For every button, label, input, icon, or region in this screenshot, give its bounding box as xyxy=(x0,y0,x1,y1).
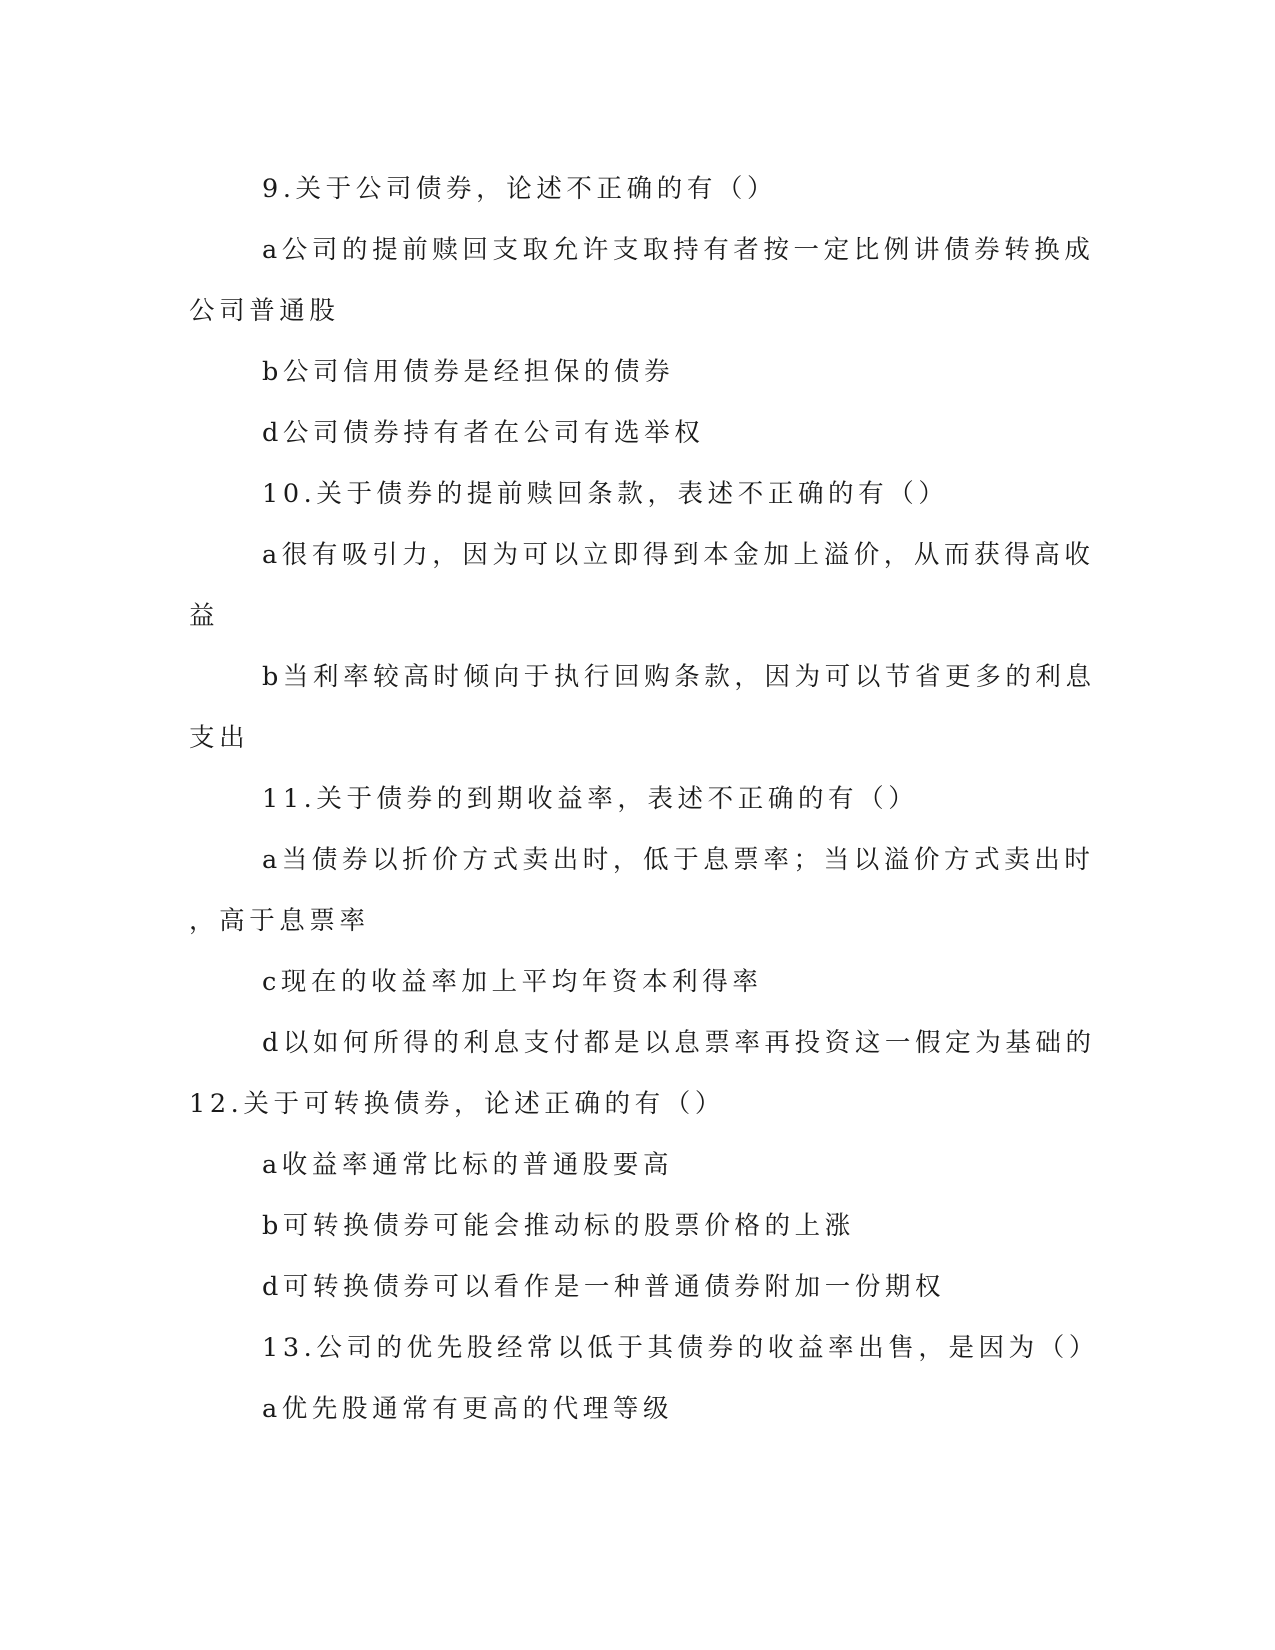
question-10-heading: 10.关于债券的提前赎回条款，表述不正确的有（） xyxy=(262,479,949,509)
question-11-option-a-continued: ，高于息票率 xyxy=(189,906,370,936)
question-12-option-d: d可转换债券可以看作是一种普通债券附加一份期权 xyxy=(262,1272,946,1302)
question-10-option-b: b当利率较高时倾向于执行回购条款，因为可以节省更多的利息 xyxy=(262,662,1096,692)
question-10-option-a-continued: 益 xyxy=(189,601,220,631)
question-10-option-a: a很有吸引力，因为可以立即得到本金加上溢价，从而获得高收 xyxy=(262,540,1095,570)
question-9-option-d: d公司债券持有者在公司有选举权 xyxy=(262,418,705,448)
question-11-option-c: c现在的收益率加上平均年资本利得率 xyxy=(262,967,763,997)
question-9-heading: 9.关于公司债券，论述不正确的有（） xyxy=(262,174,778,204)
question-9-option-a-continued: 公司普通股 xyxy=(189,296,340,326)
question-9-option-a: a公司的提前赎回支取允许支取持有者按一定比例讲债券转换成 xyxy=(262,235,1095,265)
question-11-option-a: a当债券以折价方式卖出时，低于息票率；当以溢价方式卖出时 xyxy=(262,845,1095,875)
question-12-option-a: a收益率通常比标的普通股要高 xyxy=(262,1150,674,1180)
question-13-option-a: a优先股通常有更高的代理等级 xyxy=(262,1394,674,1424)
question-11-heading: 11.关于债券的到期收益率，表述不正确的有（） xyxy=(262,784,919,814)
question-10-option-b-continued: 支出 xyxy=(189,723,250,753)
question-13-heading: 13.公司的优先股经常以低于其债券的收益率出售，是因为（） xyxy=(262,1333,1099,1363)
question-12-heading: 12.关于可转换债券，论述正确的有（） xyxy=(189,1089,725,1119)
question-9-option-b: b公司信用债券是经担保的债券 xyxy=(262,357,675,387)
question-11-option-d: d以如何所得的利息支付都是以息票率再投资这一假定为基础的 xyxy=(262,1028,1096,1058)
question-12-option-b: b可转换债券可能会推动标的股票价格的上涨 xyxy=(262,1211,855,1241)
